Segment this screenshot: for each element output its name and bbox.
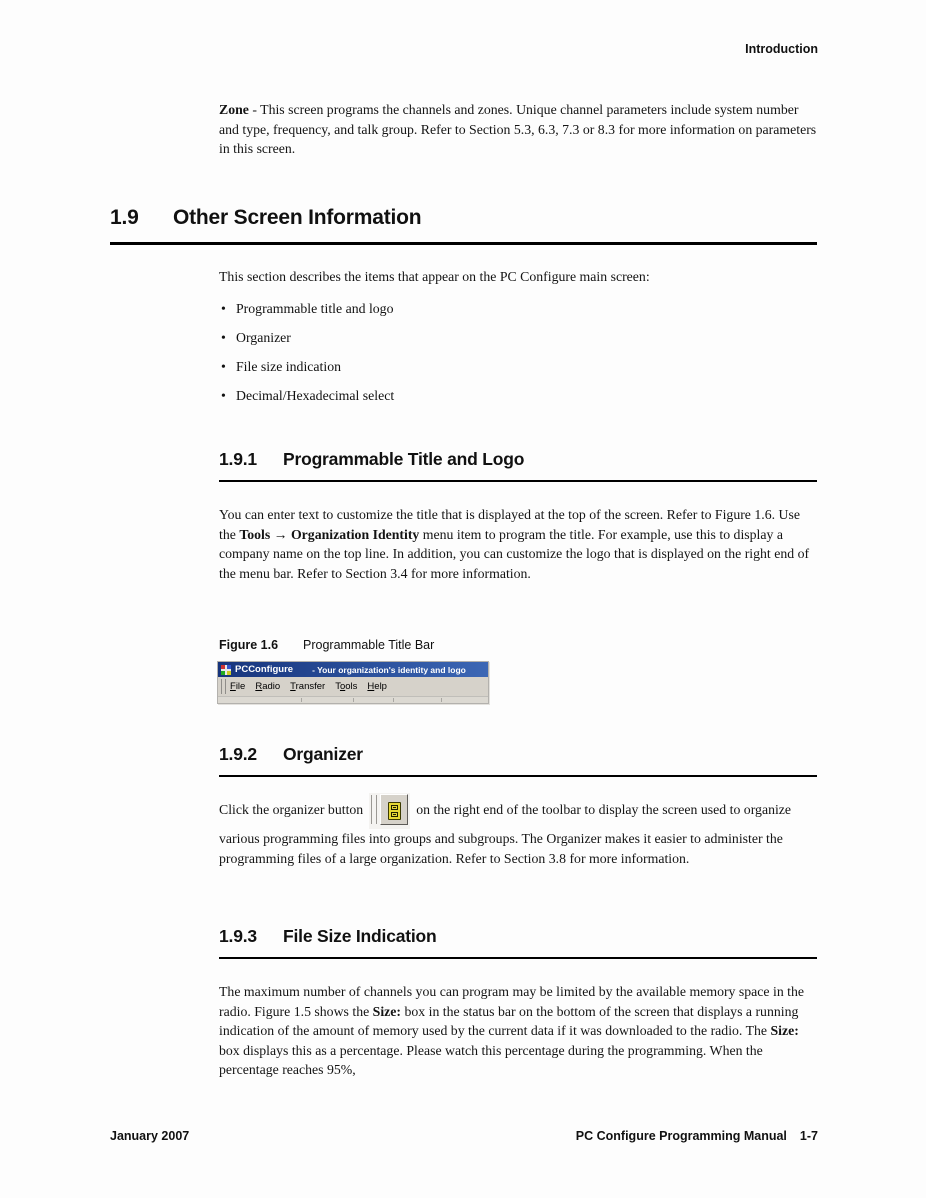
bullet-icon: • xyxy=(221,358,226,374)
section-1-9-3-paragraph xyxy=(219,982,819,1080)
bullet-icon: • xyxy=(221,387,226,403)
drawer-slot xyxy=(391,805,398,810)
section-1-9-1-paragraph xyxy=(219,505,819,583)
menu-help: Help xyxy=(367,681,387,692)
app-titlebar xyxy=(218,662,488,677)
figure-titlebar-screenshot xyxy=(217,661,489,704)
paragraph-text: The maximum number of channels you can program may be limited by the available memory space in the radio. Figure 1.5 shows the xyxy=(219,984,805,1019)
paragraph-text: box in the status bar on the bottom of the screen that displays a running indication of the amount of memory used by the current data if it was downloaded to the radio. The xyxy=(219,1003,799,1039)
footer-page-number: 1-7 xyxy=(799,1129,818,1143)
feature-bullet-list xyxy=(219,299,819,415)
list-item-text: Programmable title and logo xyxy=(236,301,394,316)
app-title: PCConfigure xyxy=(235,664,294,675)
organizer-button xyxy=(380,794,408,825)
running-header: Introduction xyxy=(745,42,818,56)
paragraph-text: menu item to program the title. For example, use this to display a company name on the top line. In addition, you can customize the logo that is displayed on the right end of the menu bar. Refer to Section 3.4 for more information. xyxy=(219,526,810,581)
paragraph-text: on the right end of the toolbar to display the screen used to organize various programming files into groups and subgroups. The Organizer makes it easier to administer the programming files of a large organization. Refer to Section 3.8 for more information. xyxy=(219,802,792,866)
paragraph-text: Click the organizer button xyxy=(219,802,364,818)
toolbar-strip xyxy=(218,697,488,703)
section-intro-paragraph: This section describes the items that appear on the PC Configure main screen: xyxy=(219,269,650,284)
organizer-icon xyxy=(388,802,401,820)
menu-radio: Radio xyxy=(255,681,281,692)
section-rule xyxy=(219,480,817,482)
app-menubar xyxy=(218,677,488,697)
zone-paragraph-text: - This screen programs the channels and zones. Unique channel parameters include system number and type, frequency, and talk group. Refer to Section 5.3, 6.3, 7.3 or 8.3 for more information on parameters in this screen. xyxy=(219,102,817,157)
paragraph-text: You can enter text to customize the title that is displayed at the top of the screen. Refer to Figure 1.6. Use the xyxy=(219,507,800,542)
section-1-9-3-heading xyxy=(219,926,817,947)
bullet-icon: • xyxy=(221,329,226,345)
section-1-9-1-heading xyxy=(219,449,817,470)
footer-manual-name: PC Configure Programming Manual xyxy=(575,1129,787,1143)
size-box-bold: Size: xyxy=(372,1003,402,1019)
bullet-icon: • xyxy=(221,301,226,316)
list-item xyxy=(219,357,819,377)
section-rule xyxy=(110,242,817,245)
section-1-9-2-paragraph xyxy=(219,793,819,868)
figure-caption-text: Programmable Title Bar xyxy=(303,638,435,652)
zone-paragraph xyxy=(219,100,819,159)
section-title: File Size Indication xyxy=(283,926,437,946)
figure-label: Figure 1.6 xyxy=(219,638,279,652)
size-box-bold: Size: xyxy=(770,1023,799,1039)
footer-date: January 2007 xyxy=(110,1129,190,1143)
section-title: Programmable Title and Logo xyxy=(283,449,525,469)
menubar-grip-handle xyxy=(221,679,226,694)
menu-transfer: Transfer xyxy=(290,681,326,692)
section-1-9-2-heading xyxy=(219,744,817,765)
zone-term: Zone xyxy=(219,102,249,117)
toolbar-grip-handle xyxy=(371,795,377,824)
list-item xyxy=(219,386,819,406)
footer-document-title xyxy=(576,1129,818,1143)
menu-file: File xyxy=(230,681,246,692)
section-rule xyxy=(219,957,817,959)
section-rule xyxy=(219,775,817,777)
organizer-button-image xyxy=(369,793,410,829)
list-item-text: File size indication xyxy=(236,358,341,374)
section-title: Other Screen Information xyxy=(173,206,422,229)
list-item xyxy=(219,299,819,319)
section-number: 1.9.1 xyxy=(219,449,257,469)
menu-path-bold: Tools → Organization Identity xyxy=(239,526,420,542)
section-number: 1.9 xyxy=(110,206,139,229)
app-icon xyxy=(221,665,231,675)
section-number: 1.9.3 xyxy=(219,926,257,946)
list-item-text: Organizer xyxy=(236,329,291,345)
drawer-slot xyxy=(391,812,398,817)
figure-caption xyxy=(219,638,434,652)
menu-tools: Tools xyxy=(335,681,358,692)
section-number: 1.9.2 xyxy=(219,744,257,764)
list-item-text: Decimal/Hexadecimal select xyxy=(236,387,395,403)
section-title: Organizer xyxy=(283,744,363,764)
custom-title-text: - Your organization's identity and logo xyxy=(312,664,466,675)
paragraph-text: box displays this as a percentage. Please watch this percentage during the programming. When the percentage reaches 95%, xyxy=(219,1042,763,1078)
list-item xyxy=(219,328,819,348)
section-1-9-heading xyxy=(110,206,817,230)
